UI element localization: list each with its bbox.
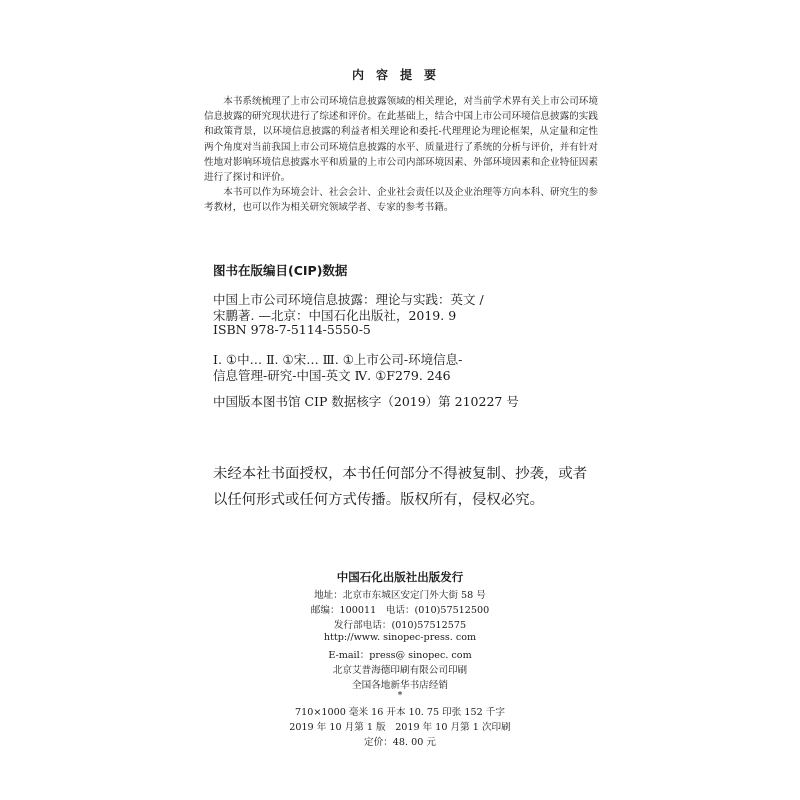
imprint-distributor: 全国各地新华书店经销 bbox=[352, 680, 448, 691]
summary-body bbox=[204, 94, 598, 216]
copyright-notice bbox=[213, 461, 598, 513]
imprint-website: http://www. sinopec-press. com bbox=[323, 632, 477, 643]
publisher-name: 中国石化出版社出版发行 bbox=[336, 570, 464, 584]
cip-isbn: ISBN 978-7-5114-5550-5 bbox=[213, 322, 371, 337]
cip-entry-line: 宋鹏著. —北京：中国石化出版社，2019. 9 bbox=[213, 308, 457, 323]
summary-heading: 内容提要 bbox=[351, 68, 448, 82]
notice-line: 未经本社书面授权，本书任何部分不得被复制、抄袭，或者 bbox=[213, 466, 588, 482]
summary-paragraph: 本书系统梳理了上市公司环境信息披露领域的相关理论，对当前学术界有关上市公司环境信息披露的研究现状进行了综述和评价。在此基础上，结合中国上市公司环境信息披露的实践和政策背景，以环境信息披露的利益者相关理论和委托-代理理论为理论框架，从定量和定性两个角度对当前我国上市公司环境信息披露的水平、质量进行了系统的分析与评价，并有针对性地对影响环境信息披露水平和质量的上市公司内部环境因素、外部环境因素和企业特征因素进行了探讨和评价。 bbox=[204, 96, 598, 184]
imprint-address: 地址：北京市东城区安定门外大街 58 号 bbox=[314, 590, 486, 601]
imprint-sales-phone: 发行部电话：(010)57512575 bbox=[333, 620, 467, 631]
imprint-printer: 北京艾普海德印刷有限公司印刷 bbox=[332, 665, 468, 676]
cip-verification: 中国版本图书馆 CIP 数据核字（2019）第 210227 号 bbox=[213, 394, 519, 409]
cip-classification-line: 信息管理-研究-中国-英文 Ⅳ. ①F279. 246 bbox=[213, 368, 451, 383]
cip-title: 图书在版编目(CIP)数据 bbox=[213, 263, 348, 278]
cip-classification-line: Ⅰ. ①中… Ⅱ. ①宋… Ⅲ. ①上市公司-环境信息- bbox=[213, 352, 463, 367]
summary-paragraph: 本书可以作为环境会计、社会会计、企业社会责任以及企业治理等方向本科、研究生的参考教材，也可以作为相关研究领域学者、专家的参考书籍。 bbox=[204, 187, 598, 214]
imprint-format: 710×1000 毫米 16 开本 10. 75 印张 152 千字 bbox=[295, 707, 505, 718]
imprint-email: E-mail：press@ sinopec. com bbox=[328, 650, 472, 661]
cip-entry-line: 中国上市公司环境信息披露：理论与实践：英文 / bbox=[213, 292, 484, 307]
notice-line: 以任何形式或任何方式传播。版权所有，侵权必究。 bbox=[213, 492, 544, 508]
imprint-price: 定价：48. 00 元 bbox=[364, 737, 436, 748]
imprint-separator: * bbox=[397, 690, 403, 701]
imprint-edition: 2019 年 10 月第 1 版 2019 年 10 月第 1 次印刷 bbox=[289, 722, 511, 733]
imprint-postcode-phone: 邮编：100011 电话：(010)57512500 bbox=[310, 605, 490, 616]
